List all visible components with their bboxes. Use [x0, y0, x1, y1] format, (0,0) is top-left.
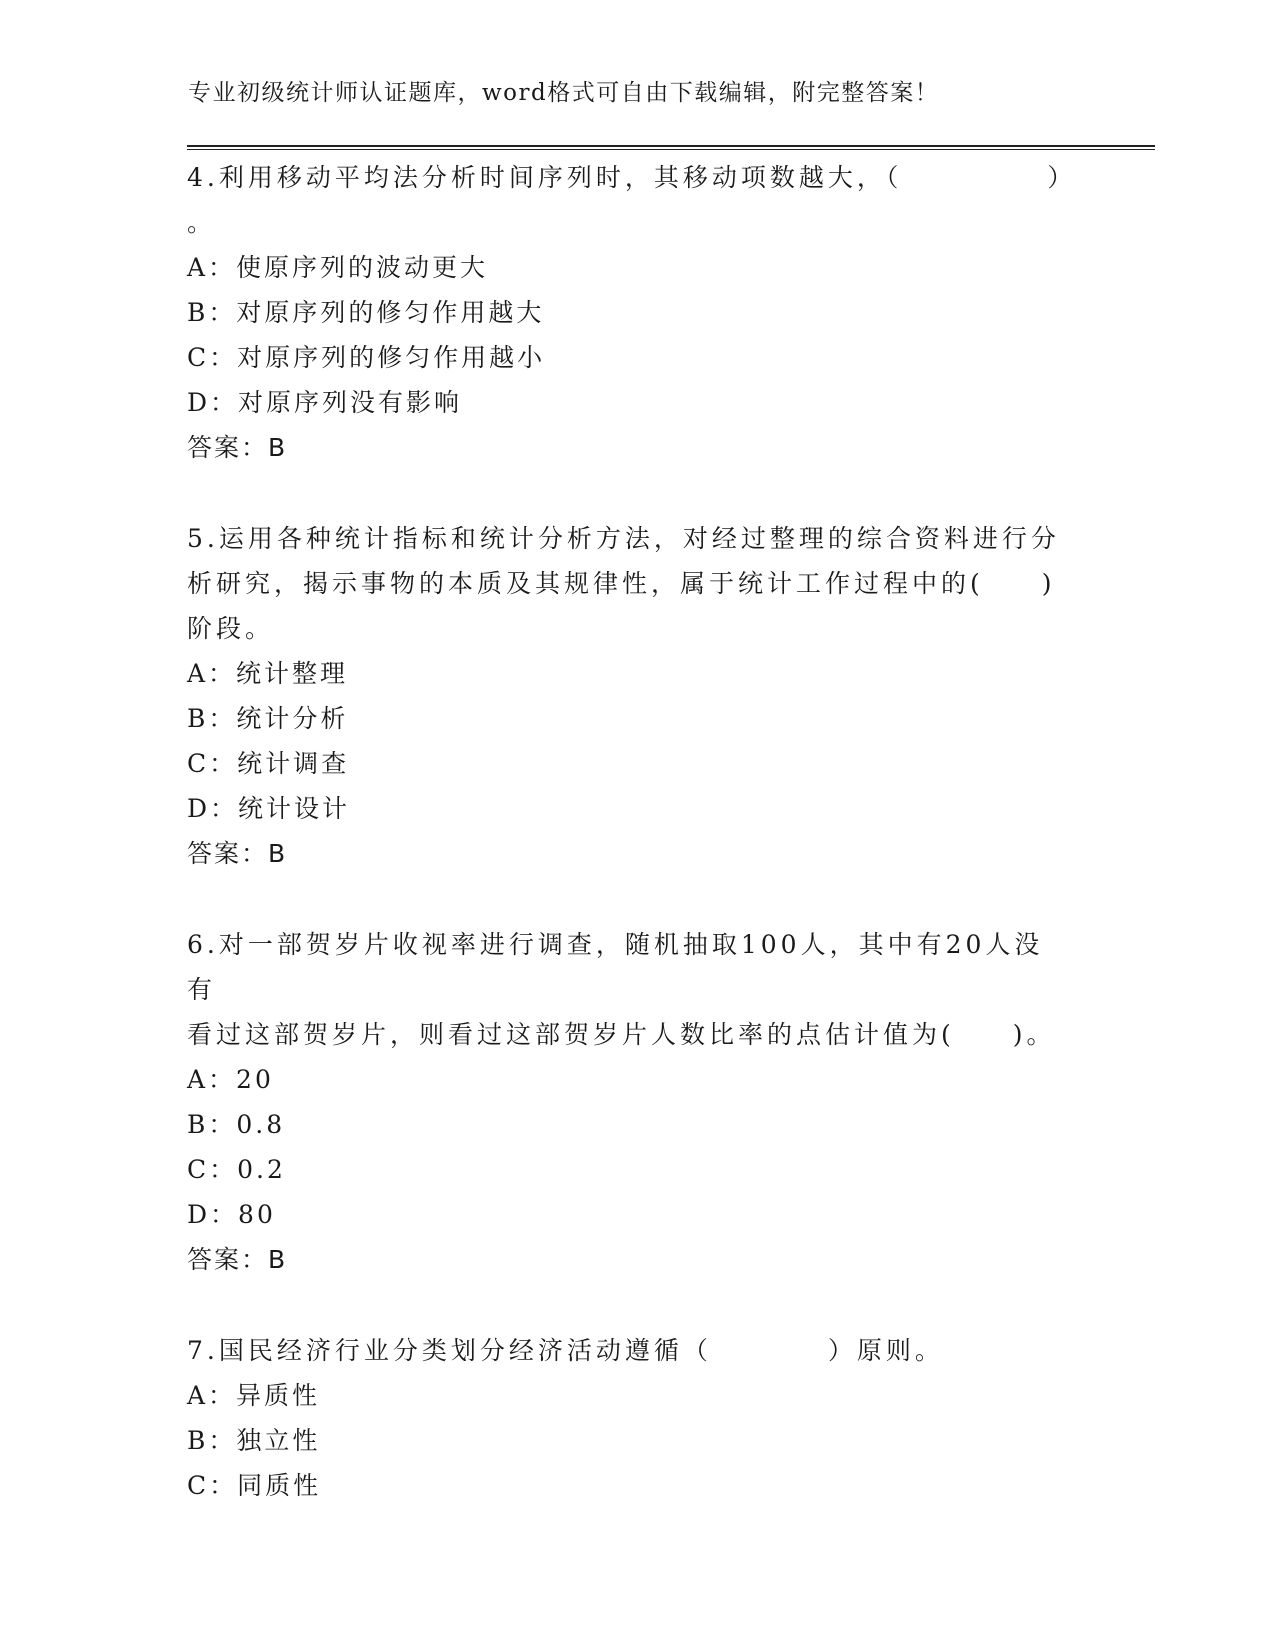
header-divider [187, 145, 1155, 147]
question-6 [187, 922, 1067, 1282]
question-stem-line: 阶段。 [187, 614, 275, 643]
question-stem-line: 4.利用移动平均法分析时间序列时，其移动项数越大，（ ） [187, 163, 1077, 192]
option-b: B：0.8 [187, 1110, 286, 1139]
option-b: B：统计分析 [187, 704, 349, 733]
option-c: C：同质性 [187, 1471, 322, 1500]
option-d: D：80 [187, 1200, 276, 1229]
option-c: C：统计调查 [187, 749, 350, 778]
option-a: A：异质性 [187, 1381, 321, 1410]
question-stem-line: 。 [187, 208, 217, 237]
answer-line: 答案：B [187, 1245, 288, 1274]
answer-line: 答案：B [187, 839, 288, 868]
question-list [187, 155, 1077, 1508]
option-b: B：对原序列的修匀作用越大 [187, 298, 545, 327]
option-a: A：20 [187, 1065, 274, 1094]
header-divider-thin [187, 149, 1155, 150]
question-spacer [187, 876, 1067, 922]
page-header: 专业初级统计师认证题库，word格式可自由下载编辑，附完整答案！ [188, 80, 940, 106]
question-stem-line: 6.对一部贺岁片收视率进行调查，随机抽取100人，其中有20人没有 [187, 930, 1044, 1004]
option-b: B：独立性 [187, 1426, 321, 1455]
answer-line: 答案：B [187, 433, 288, 462]
question-stem-line: 7.国民经济行业分类划分经济活动遵循（ ）原则。 [187, 1336, 944, 1365]
question-spacer [187, 1282, 1067, 1328]
question-stem-line: 析研究，揭示事物的本质及其规律性，属于统计工作过程中的( ) [187, 569, 1056, 598]
option-c: C：对原序列的修匀作用越小 [187, 343, 546, 372]
question-stem-line: 看过这部贺岁片，则看过这部贺岁片人数比率的点估计值为( )。 [187, 1020, 1056, 1049]
option-c: C：0.2 [187, 1155, 286, 1184]
question-5 [187, 516, 1067, 876]
question-4 [187, 155, 1077, 470]
question-stem-line: 5.运用各种统计指标和统计分析方法，对经过整理的综合资料进行分 [187, 524, 1060, 553]
option-d: D：统计设计 [187, 794, 351, 823]
option-a: A：使原序列的波动更大 [187, 253, 489, 282]
question-7 [187, 1328, 1067, 1508]
question-spacer [187, 470, 1067, 516]
option-a: A：统计整理 [187, 659, 349, 688]
option-d: D：对原序列没有影响 [187, 388, 463, 417]
